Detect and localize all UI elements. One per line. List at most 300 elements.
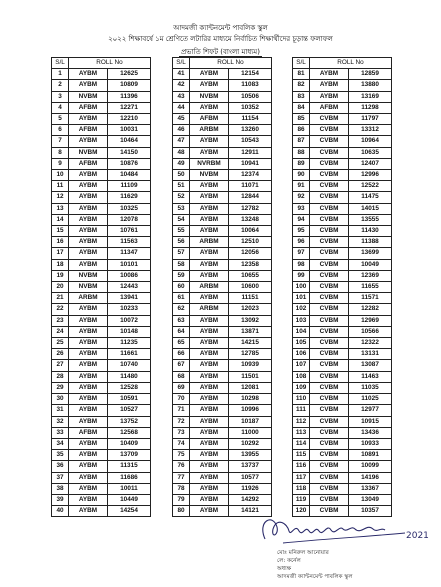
table-row	[293, 293, 392, 304]
roll-number-cell: 11475	[349, 192, 392, 203]
unit-code-cell: ARBM	[69, 293, 108, 304]
sl-cell: 114	[293, 438, 310, 449]
unit-code-cell: CVBM	[310, 483, 349, 494]
unit-code-cell: AYBM	[310, 69, 349, 80]
unit-code-cell: CVBM	[310, 506, 349, 517]
roll-number-cell: 13049	[349, 494, 392, 505]
unit-code-cell: CVBM	[310, 427, 349, 438]
table-row	[293, 69, 392, 80]
roll-number-cell: 13555	[349, 214, 392, 225]
table-row	[173, 371, 272, 382]
unit-code-cell: AYBM	[190, 394, 229, 405]
roll-number-cell: 13709	[108, 450, 151, 461]
table-row	[293, 203, 392, 214]
unit-code-cell: AYBM	[190, 80, 229, 91]
table-row	[52, 494, 151, 505]
table-row	[52, 394, 151, 405]
unit-code-cell: AYBM	[69, 483, 108, 494]
unit-code-cell: AYBM	[69, 450, 108, 461]
roll-number-cell: 12369	[349, 270, 392, 281]
table-row	[52, 214, 151, 225]
table-row	[293, 315, 392, 326]
unit-code-cell: CVBM	[310, 405, 349, 416]
table-row	[293, 181, 392, 192]
unit-code-cell: CVBM	[310, 237, 349, 248]
roll-number-cell: 12154	[229, 69, 272, 80]
unit-code-cell: AYBM	[69, 69, 108, 80]
roll-number-cell: 13260	[229, 125, 272, 136]
unit-code-cell: AYBM	[69, 259, 108, 270]
sl-cell: 63	[173, 315, 190, 326]
sl-cell: 58	[173, 259, 190, 270]
unit-code-cell: CVBM	[310, 125, 349, 136]
table-row	[173, 248, 272, 259]
table-row	[293, 405, 392, 416]
unit-code-cell: AYBM	[69, 338, 108, 349]
unit-code-cell: AYBM	[69, 226, 108, 237]
sl-cell: 91	[293, 181, 310, 192]
unit-code-cell: AYBM	[69, 304, 108, 315]
roll-number-cell: 14150	[108, 147, 151, 158]
table-row	[173, 315, 272, 326]
roll-number-cell: 12785	[229, 349, 272, 360]
sl-cell: 81	[293, 69, 310, 80]
sl-cell: 57	[173, 248, 190, 259]
roll-number-cell: 13941	[108, 293, 151, 304]
sl-cell: 23	[52, 315, 69, 326]
roll-number-cell: 11797	[349, 114, 392, 125]
table-row	[173, 203, 272, 214]
unit-code-cell: CVBM	[310, 382, 349, 393]
table-row	[52, 192, 151, 203]
roll-number-cell: 12078	[108, 214, 151, 225]
sl-cell: 86	[293, 125, 310, 136]
sl-cell: 13	[52, 203, 69, 214]
unit-code-cell: AYBM	[190, 203, 229, 214]
unit-code-cell: AYBM	[69, 326, 108, 337]
unit-code-cell: CVBM	[310, 136, 349, 147]
table-row	[293, 125, 392, 136]
table-row	[173, 360, 272, 371]
table-row	[293, 226, 392, 237]
sl-cell: 108	[293, 371, 310, 382]
sl-cell: 31	[52, 405, 69, 416]
sl-cell: 45	[173, 114, 190, 125]
unit-code-cell: AFBM	[190, 114, 229, 125]
unit-code-cell: AYBM	[69, 214, 108, 225]
roll-header: ROLL No	[69, 58, 151, 69]
unit-code-cell: AYBM	[190, 483, 229, 494]
sl-cell: 112	[293, 416, 310, 427]
table-row	[293, 326, 392, 337]
table-row	[293, 136, 392, 147]
roll-number-cell: 12282	[349, 304, 392, 315]
table-row	[173, 136, 272, 147]
table-row	[173, 114, 272, 125]
roll-number-cell: 14015	[349, 203, 392, 214]
table-row	[173, 483, 272, 494]
sl-cell: 46	[173, 125, 190, 136]
table-row	[293, 416, 392, 427]
roll-number-cell: 13699	[349, 248, 392, 259]
roll-number-cell: 11235	[108, 338, 151, 349]
sl-cell: 88	[293, 147, 310, 158]
unit-code-cell: AYBM	[69, 203, 108, 214]
roll-number-cell: 12844	[229, 192, 272, 203]
sl-cell: 27	[52, 360, 69, 371]
table-row	[293, 102, 392, 113]
table-row	[293, 192, 392, 203]
sl-cell: 20	[52, 282, 69, 293]
result-subtitle: ২০২২ শিক্ষাবর্ষে ১ম শ্রেণিতে লটারির মাধ্যমে নির্বাচিত শিক্ষার্থীদের চূড়ান্ত ফলাফল	[108, 35, 333, 43]
roll-number-cell: 10325	[108, 203, 151, 214]
roll-number-cell: 10566	[349, 326, 392, 337]
table-row	[173, 304, 272, 315]
sl-cell: 48	[173, 147, 190, 158]
unit-code-cell: CVBM	[310, 293, 349, 304]
roll-number-cell: 14121	[229, 506, 272, 517]
table-row	[293, 338, 392, 349]
table-row	[173, 293, 272, 304]
sl-cell: 52	[173, 192, 190, 203]
table-row	[293, 91, 392, 102]
sl-cell: 33	[52, 427, 69, 438]
table-row	[293, 158, 392, 169]
sl-cell: 72	[173, 416, 190, 427]
unit-code-cell: AYBM	[190, 472, 229, 483]
roll-number-cell: 10011	[108, 483, 151, 494]
roll-number-cell: 10527	[108, 405, 151, 416]
unit-code-cell: AYBM	[190, 438, 229, 449]
table-row	[293, 114, 392, 125]
sl-cell: 67	[173, 360, 190, 371]
sl-cell: 7	[52, 136, 69, 147]
table-row	[52, 136, 151, 147]
roll-number-cell: 12271	[108, 102, 151, 113]
roll-number-cell: 10464	[108, 136, 151, 147]
table-row	[293, 282, 392, 293]
sl-cell: 5	[52, 114, 69, 125]
roll-number-cell: 13312	[349, 125, 392, 136]
unit-code-cell: CVBM	[310, 494, 349, 505]
sl-cell: 79	[173, 494, 190, 505]
unit-code-cell: CVBM	[310, 259, 349, 270]
unit-code-cell: AYBM	[190, 226, 229, 237]
roll-number-cell: 10409	[108, 438, 151, 449]
roll-number-cell: 10964	[349, 136, 392, 147]
table-row	[52, 170, 151, 181]
table-row	[293, 450, 392, 461]
table-row	[52, 102, 151, 113]
unit-code-cell: AYBM	[190, 405, 229, 416]
table-row	[52, 147, 151, 158]
sl-cell: 69	[173, 382, 190, 393]
table-row	[52, 203, 151, 214]
table-row	[173, 80, 272, 91]
roll-number-cell: 10996	[229, 405, 272, 416]
table-row	[173, 259, 272, 270]
sl-cell: 2	[52, 80, 69, 91]
unit-code-cell: CVBM	[310, 394, 349, 405]
unit-code-cell: AYBM	[69, 438, 108, 449]
signature-date: 2021	[406, 531, 429, 541]
unit-code-cell: CVBM	[310, 371, 349, 382]
sl-cell: 93	[293, 203, 310, 214]
roll-number-cell: 10933	[349, 438, 392, 449]
roll-number-cell: 11480	[108, 371, 151, 382]
sl-cell: 50	[173, 170, 190, 181]
sl-cell: 100	[293, 282, 310, 293]
principal-signature-block	[243, 503, 433, 587]
roll-number-cell: 10292	[229, 438, 272, 449]
table-row	[293, 360, 392, 371]
table-row	[293, 147, 392, 158]
sl-cell: 111	[293, 405, 310, 416]
roll-number-cell: 12782	[229, 203, 272, 214]
sl-cell: 35	[52, 450, 69, 461]
roll-number-cell: 14215	[229, 338, 272, 349]
sl-cell: 6	[52, 125, 69, 136]
table-row	[52, 248, 151, 259]
roll-number-cell: 11071	[229, 181, 272, 192]
table-row	[173, 282, 272, 293]
unit-code-cell: CVBM	[310, 147, 349, 158]
roll-number-cell: 12510	[229, 237, 272, 248]
table-row	[52, 114, 151, 125]
unit-code-cell: CVBM	[310, 270, 349, 281]
table-row	[173, 214, 272, 225]
sl-cell: 117	[293, 472, 310, 483]
table-row	[293, 259, 392, 270]
table-row	[293, 80, 392, 91]
sl-cell: 18	[52, 259, 69, 270]
sl-cell: 116	[293, 461, 310, 472]
sl-cell: 9	[52, 158, 69, 169]
unit-code-cell: NVBM	[69, 147, 108, 158]
table-row	[293, 438, 392, 449]
table-row	[293, 483, 392, 494]
roll-number-cell: 10655	[229, 270, 272, 281]
table-row	[52, 360, 151, 371]
sl-cell: 119	[293, 494, 310, 505]
unit-code-cell: CVBM	[310, 282, 349, 293]
roll-number-cell: 13955	[229, 450, 272, 461]
table-row	[52, 125, 151, 136]
unit-code-cell: AYBM	[69, 349, 108, 360]
unit-code-cell: CVBM	[310, 438, 349, 449]
roll-number-cell: 11109	[108, 181, 151, 192]
roll-number-cell: 10941	[229, 158, 272, 169]
table-row	[52, 237, 151, 248]
table-row	[173, 416, 272, 427]
unit-code-cell: AYBM	[190, 69, 229, 80]
sl-cell: 90	[293, 170, 310, 181]
unit-code-cell: CVBM	[310, 416, 349, 427]
sl-cell: 105	[293, 338, 310, 349]
table-row	[293, 472, 392, 483]
table-row	[173, 427, 272, 438]
roll-number-cell: 12996	[349, 170, 392, 181]
roll-number-cell: 10064	[229, 226, 272, 237]
unit-code-cell: AYBM	[69, 170, 108, 181]
roll-number-cell: 11347	[108, 248, 151, 259]
roll-number-cell: 11686	[108, 472, 151, 483]
unit-code-cell: AYBM	[190, 382, 229, 393]
roll-number-cell: 10187	[229, 416, 272, 427]
table-row	[52, 405, 151, 416]
signatory-title: অধ্যক্ষ	[277, 566, 292, 572]
roll-table-1	[51, 57, 151, 517]
roll-number-cell: 10577	[229, 472, 272, 483]
roll-number-cell: 12023	[229, 304, 272, 315]
roll-number-cell: 10635	[349, 147, 392, 158]
table-row	[293, 170, 392, 181]
unit-code-cell: AYBM	[190, 102, 229, 113]
table-row	[52, 259, 151, 270]
sl-cell: 37	[52, 472, 69, 483]
table-row	[293, 304, 392, 315]
unit-code-cell: CVBM	[310, 158, 349, 169]
sl-cell: 110	[293, 394, 310, 405]
sl-cell: 40	[52, 506, 69, 517]
unit-code-cell: AYBM	[69, 494, 108, 505]
unit-code-cell: AYBM	[69, 114, 108, 125]
table-row	[52, 293, 151, 304]
roll-number-cell: 12322	[349, 338, 392, 349]
sl-cell: 83	[293, 91, 310, 102]
unit-code-cell: CVBM	[310, 349, 349, 360]
table-row	[173, 158, 272, 169]
roll-number-cell: 10148	[108, 326, 151, 337]
unit-code-cell: AYBM	[190, 427, 229, 438]
roll-number-cell: 11388	[349, 237, 392, 248]
table-row	[52, 181, 151, 192]
sl-cell: 49	[173, 158, 190, 169]
signatory-institution: আদমজী ক্যান্টনমেন্ট পাবলিক স্কুল	[277, 574, 353, 580]
table-row	[52, 349, 151, 360]
sl-cell: 92	[293, 192, 310, 203]
table-row	[52, 371, 151, 382]
table-row	[173, 405, 272, 416]
sl-cell: 42	[173, 80, 190, 91]
unit-code-cell: AYBM	[69, 136, 108, 147]
table-row	[173, 270, 272, 281]
sl-cell: 1	[52, 69, 69, 80]
roll-number-cell: 11563	[108, 237, 151, 248]
unit-code-cell: CVBM	[310, 248, 349, 259]
roll-number-cell: 11661	[108, 349, 151, 360]
unit-code-cell: AYBM	[69, 371, 108, 382]
sl-cell: 34	[52, 438, 69, 449]
unit-code-cell: AYBM	[69, 405, 108, 416]
sl-cell: 15	[52, 226, 69, 237]
sl-cell: 54	[173, 214, 190, 225]
table-row	[173, 349, 272, 360]
sl-cell: 14	[52, 214, 69, 225]
unit-code-cell: NVRBM	[190, 158, 229, 169]
table-row	[52, 91, 151, 102]
roll-number-cell: 12407	[349, 158, 392, 169]
roll-number-cell: 12210	[108, 114, 151, 125]
table-row	[293, 394, 392, 405]
table-row	[52, 338, 151, 349]
table-row	[52, 416, 151, 427]
table-row	[173, 394, 272, 405]
unit-code-cell: AYBM	[190, 371, 229, 382]
sl-cell: 22	[52, 304, 69, 315]
sl-cell: 47	[173, 136, 190, 147]
unit-code-cell: ARBM	[190, 237, 229, 248]
unit-code-cell: AYBM	[69, 472, 108, 483]
unit-code-cell: NVBM	[69, 270, 108, 281]
unit-code-cell: AYBM	[190, 270, 229, 281]
sl-cell: 85	[293, 114, 310, 125]
roll-number-cell: 12568	[108, 427, 151, 438]
table-row	[52, 69, 151, 80]
unit-code-cell: CVBM	[310, 326, 349, 337]
sl-cell: 103	[293, 315, 310, 326]
roll-number-cell: 11655	[349, 282, 392, 293]
unit-code-cell: CVBM	[310, 226, 349, 237]
roll-number-cell: 14292	[229, 494, 272, 505]
unit-code-cell: AYBM	[190, 349, 229, 360]
roll-number-cell: 13248	[229, 214, 272, 225]
unit-code-cell: CVBM	[310, 114, 349, 125]
roll-number-cell: 10449	[108, 494, 151, 505]
roll-number-cell: 13367	[349, 483, 392, 494]
sl-cell: 10	[52, 170, 69, 181]
roll-number-cell: 13880	[349, 80, 392, 91]
sl-cell: 104	[293, 326, 310, 337]
roll-number-cell: 10915	[349, 416, 392, 427]
sl-cell: 21	[52, 293, 69, 304]
sl-cell: 73	[173, 427, 190, 438]
unit-code-cell: AFBM	[69, 125, 108, 136]
table-row	[173, 69, 272, 80]
sl-cell: 16	[52, 237, 69, 248]
roll-number-cell: 13087	[349, 360, 392, 371]
roll-number-cell: 14196	[349, 472, 392, 483]
sl-cell: 65	[173, 338, 190, 349]
roll-number-cell: 10809	[108, 80, 151, 91]
sl-cell: 43	[173, 91, 190, 102]
roll-number-cell: 11926	[229, 483, 272, 494]
roll-number-cell: 11571	[349, 293, 392, 304]
sl-cell: 19	[52, 270, 69, 281]
table-row	[52, 438, 151, 449]
unit-code-cell: AYBM	[69, 382, 108, 393]
table-row	[52, 382, 151, 393]
unit-code-cell: AYBM	[190, 494, 229, 505]
sl-cell: 106	[293, 349, 310, 360]
sl-cell: 59	[173, 270, 190, 281]
table-row	[173, 450, 272, 461]
unit-code-cell: AYBM	[190, 259, 229, 270]
table-row	[52, 461, 151, 472]
sl-cell: 98	[293, 259, 310, 270]
unit-code-cell: AFBM	[69, 102, 108, 113]
sl-cell: 29	[52, 382, 69, 393]
unit-code-cell: AFBM	[69, 158, 108, 169]
unit-code-cell: AYBM	[190, 461, 229, 472]
roll-number-cell: 10072	[108, 315, 151, 326]
roll-number-cell: 10049	[349, 259, 392, 270]
unit-code-cell: ARBM	[190, 304, 229, 315]
unit-code-cell: AYBM	[310, 80, 349, 91]
roll-number-cell: 11000	[229, 427, 272, 438]
table-row	[293, 237, 392, 248]
sl-cell: 109	[293, 382, 310, 393]
